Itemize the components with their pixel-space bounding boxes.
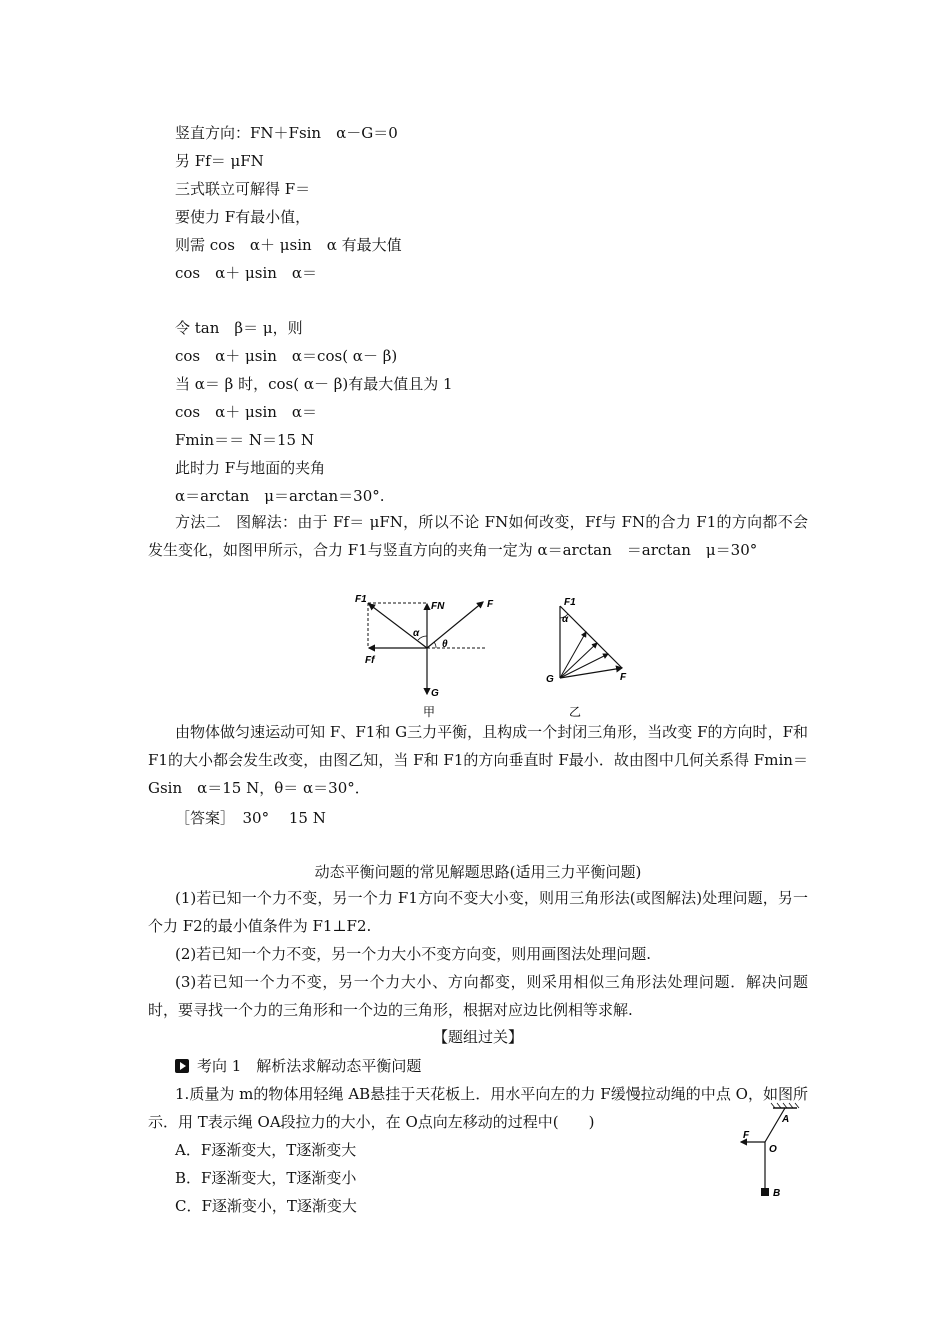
question-text: 1.质量为 m的物体用轻绳 AB悬挂于天花板上．用水平向左的力 F缓慢拉动绳的中点 O，如图所示．用 T表示绳 OA段拉力的大小，在 O点向左移动的过程中( )	[148, 1085, 808, 1131]
rope-label-f: F	[743, 1130, 750, 1141]
jia-caption: 甲	[423, 705, 436, 719]
derivation-line-7: 令 tan β＝ μ，则	[175, 319, 303, 337]
option-a: A．F逐渐变大，T逐渐变大	[175, 1141, 357, 1159]
rope-label-b: B	[773, 1188, 781, 1199]
jia-alpha-label: α	[413, 628, 420, 639]
derivation-line-5: 则需 cos α＋ μsin α 有最大值	[175, 236, 402, 254]
option-c: C．F逐渐变小，T逐渐变大	[175, 1197, 357, 1215]
yi-f1-label: F1	[564, 597, 576, 608]
derivation-line-1: 竖直方向：FN＋Fsin α－G＝0	[175, 124, 398, 142]
summary-item-3: (3)若已知一个力不变，另一个力大小、方向都变，则采用相似三角形法处理问题．解决问题时，要寻找一个力的三角形和一个边的三角形，根据对应边比例相等求解.	[148, 973, 808, 1019]
summary-item-2: (2)若已知一个力不变，另一个力大小不变方向变，则用画图法处理问题.	[175, 945, 652, 963]
jia-ff-label: Ff	[365, 655, 375, 666]
jia-theta-label: θ	[442, 639, 448, 650]
yi-caption: 乙	[569, 705, 582, 719]
alpha-arc	[418, 636, 427, 640]
summary-title: 动态平衡问题的常见解题思路(适用三力平衡问题)	[314, 863, 642, 881]
yi-alpha-label: α	[562, 614, 569, 625]
play-icon	[175, 1059, 189, 1073]
method2-paragraph: 方法二 图解法：由于 Ff＝ μFN，所以不论 FN如何改变，Ff与 FN的合力 F1的方向都不会发生变化，如图甲所示，合力 F1与竖直方向的夹角一定为 α＝arctan ＝arctan μ＝30°	[148, 513, 808, 559]
analysis-paragraph: 由物体做匀速运动可知 F、F1和 G三力平衡，且构成一个封闭三角形，当改变 F的方向时，F和 F1的大小都会发生改变，由图乙知，当 F和 F1的方向垂直时 F最小．故由图中几何关系得 Fmin＝Gsin α＝15 N，θ＝ α＝30°．	[148, 723, 808, 797]
f1-arrow	[369, 604, 427, 648]
derivation-line-8: cos α＋ μsin α＝cos( α－ β)	[175, 347, 398, 365]
yi-f1-line	[560, 606, 622, 668]
derivation-line-4: 要使力 F有最小值，	[175, 208, 311, 226]
rope-label-a: A	[782, 1114, 790, 1125]
jia-f-label: F	[487, 599, 494, 610]
force-diagram-yi	[542, 592, 637, 720]
derivation-line-6: cos α＋ μsin α＝	[175, 264, 318, 282]
summary-item-1: (1)若已知一个力不变，另一个力 F1方向不变大小变，则用三角形法(或图解法)处理问题，另一个力 F2的最小值条件为 F1⊥F2.	[148, 889, 808, 935]
derivation-line-3: 三式联立可解得 F＝	[175, 180, 311, 198]
rope-diagram	[735, 1100, 807, 1204]
rope-label-o: O	[769, 1144, 777, 1155]
option-b: B．F逐渐变大，T逐渐变小	[175, 1169, 357, 1187]
force-diagram-jia	[345, 592, 510, 720]
jia-g-label: G	[431, 688, 439, 699]
weight-block	[761, 1188, 769, 1196]
jia-fn-label: FN	[431, 601, 445, 612]
direction-row	[175, 1056, 421, 1076]
jia-f1-label: F1	[355, 594, 367, 605]
derivation-line-13: α＝arctan μ＝arctan＝30°.	[175, 487, 385, 505]
derivation-line-11: Fmin＝＝ N＝15 N	[175, 431, 314, 449]
direction-label: 考向 1 解析法求解动态平衡问题	[197, 1057, 422, 1075]
theta-arc	[434, 642, 436, 648]
answer-line: ［答案］ 30° 15 N	[175, 809, 326, 827]
group-heading: 【题组过关】	[432, 1028, 523, 1046]
yi-f-label: F	[620, 672, 627, 683]
derivation-line-9: 当 α＝ β 时，cos( α－ β)有最大值且为 1	[175, 375, 453, 393]
derivation-line-12: 此时力 F与地面的夹角	[175, 459, 326, 477]
derivation-line-10: cos α＋ μsin α＝	[175, 403, 318, 421]
yi-g-label: G	[546, 674, 554, 685]
derivation-line-2: 另 Ff＝ μFN	[175, 152, 264, 170]
